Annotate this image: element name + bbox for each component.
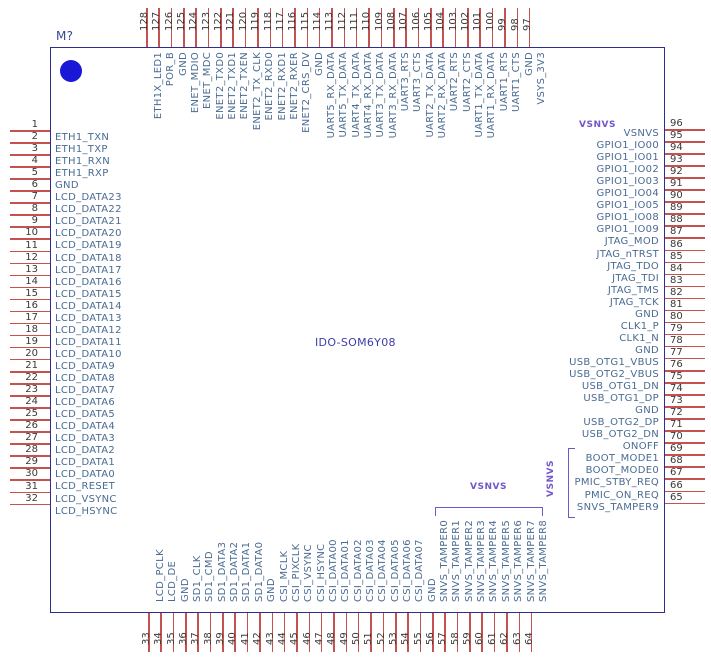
pin-number: 95 — [670, 130, 683, 142]
pin-number: 127 — [151, 11, 163, 31]
pin-number: 57 — [437, 632, 449, 645]
pin-number: 92 — [670, 166, 683, 178]
pin-name: CSI_VSYNC — [303, 544, 315, 602]
pin-name: SNVS_TAMPER8 — [537, 519, 549, 602]
pin-name: USB_OTG2_DN — [581, 429, 659, 441]
pin-name: PMIC_ON_REQ — [584, 489, 659, 501]
pin-number: 81 — [670, 298, 683, 310]
pin-number: 9 — [31, 215, 38, 227]
pin-name: ENET2_CRS_DV — [301, 52, 313, 133]
pin-name: SNVS_TAMPER7 — [525, 519, 537, 602]
pin-name: ENET2_TXD0 — [214, 52, 226, 120]
pin-name: SNVS_TAMPER6 — [513, 519, 525, 602]
pin-name: GND — [635, 308, 659, 320]
pin-number: 66 — [670, 479, 683, 491]
pin-name: ENET_MDC — [202, 52, 214, 109]
pin-number: 14 — [25, 275, 38, 287]
pin-number: 118 — [262, 11, 274, 31]
pin-name: CSI_HSYNC — [315, 543, 327, 602]
pin-name: JTAG_TDO — [607, 260, 659, 272]
pin-name: UART1_TX_DATA — [474, 52, 486, 138]
pin-name: LCD_DATA19 — [55, 240, 122, 252]
pin-name: LCD_DATA21 — [55, 216, 122, 228]
pin-number: 96 — [670, 118, 683, 129]
pin-name: CSI_DATA06 — [402, 539, 413, 602]
pin-name: UART3_TX_DATA — [375, 52, 387, 138]
pin-number: 119 — [250, 11, 262, 31]
pin-name: USB_OTG1_DN — [581, 381, 659, 393]
component-designator[interactable]: M? — [56, 29, 74, 43]
pin-name: LCD_DATA22 — [55, 204, 122, 216]
pin-name: UART3_RX_DATA — [387, 52, 399, 139]
pin-name: CLK1_N — [619, 332, 659, 344]
pin-name: LCD_DATA8 — [55, 373, 116, 384]
pin-number: 1 — [31, 119, 38, 130]
pin-name: ENET2_RXD1 — [276, 52, 288, 121]
pin-name: UART2_CTS — [461, 52, 473, 112]
pin-number: 55 — [412, 632, 424, 645]
pin-name: GPIO1_IO05 — [596, 200, 659, 212]
pin-number: 117 — [274, 11, 286, 31]
pin-number: 26 — [25, 420, 38, 432]
pin-number: 4 — [31, 155, 38, 167]
pin-name: LCD_DATA9 — [55, 360, 116, 372]
pin-number: 39 — [215, 632, 227, 645]
pin-number: 48 — [326, 632, 338, 645]
pin-number: 56 — [425, 632, 437, 645]
pin-number: 28 — [25, 444, 38, 456]
pin-name: CLK1_P — [620, 320, 659, 332]
pin-name: LCD_DATA12 — [55, 324, 122, 336]
pin-number: 44 — [276, 632, 288, 645]
pin-number: 27 — [25, 432, 38, 444]
pin-name: BOOT_MODE0 — [585, 465, 659, 477]
pin-name: LCD_DATA18 — [55, 252, 122, 264]
pin-number: 68 — [670, 455, 683, 467]
pin-number: 61 — [486, 632, 498, 645]
pin-name: LCD_DATA17 — [55, 264, 122, 276]
pin-name: JTAG_TMS — [607, 284, 659, 296]
pin-name: SNVS_TAMPER3 — [476, 519, 488, 602]
pin-number: 97 — [521, 18, 533, 31]
pin-name: CSI_PIXCLK — [290, 543, 302, 602]
pin-name: LCD_DATA15 — [55, 288, 122, 300]
pin-number: 104 — [435, 11, 447, 31]
pin-number: 100 — [484, 11, 496, 31]
pin-number: 52 — [375, 632, 387, 645]
pin-name: CSI_DATA05 — [389, 539, 401, 602]
pin-number: 128 — [139, 11, 150, 31]
pin-number: 49 — [338, 632, 350, 645]
pin-name: GPIO1_IO02 — [596, 164, 659, 176]
pin-number: 124 — [188, 11, 200, 31]
pin-name: ONOFF — [622, 441, 659, 453]
pin-name: LCD_DATA7 — [55, 385, 116, 397]
pin-name: SNVS_TAMPER4 — [488, 519, 500, 602]
pin-number: 114 — [311, 11, 323, 31]
pin-number: 8 — [31, 203, 38, 215]
pin-number: 17 — [25, 311, 38, 323]
pin-name: SD1_CMD — [204, 551, 216, 602]
net-bracket-right[interactable] — [568, 448, 575, 518]
pin-name: CSI_DATA00 — [327, 539, 339, 602]
pin-name: CSI_DATA02 — [352, 539, 364, 602]
pin-number: 105 — [423, 11, 435, 31]
pin-name: UART4_RX_DATA — [362, 52, 374, 139]
pin-number: 22 — [25, 372, 38, 384]
pin-number: 122 — [213, 11, 225, 31]
pin-name: SNVS_TAMPER2 — [463, 519, 475, 602]
pin-number: 101 — [472, 11, 484, 31]
pin-number: 58 — [449, 632, 461, 645]
pin-number: 85 — [670, 250, 683, 262]
pin-name: LCD_DATA4 — [55, 421, 116, 433]
pin-number: 21 — [25, 360, 38, 371]
pin-name: LCD_DATA3 — [55, 433, 116, 445]
pin-number: 36 — [178, 632, 190, 645]
pin-number: 78 — [670, 334, 683, 346]
component-value[interactable]: IDO-SOM6Y08 — [315, 336, 396, 349]
pin-name: LCD_RESET — [55, 481, 115, 493]
pin-name: CSI_DATA04 — [377, 539, 389, 602]
pin-number: 46 — [301, 632, 313, 645]
pin-name: SNVS_TAMPER9 — [576, 501, 659, 513]
pin-number: 30 — [25, 468, 38, 480]
pin-number: 110 — [361, 11, 373, 31]
pin-name: ETH1_RXN — [55, 156, 110, 168]
pin-name: LCD_PCLK — [155, 549, 166, 602]
pin-number: 54 — [400, 632, 412, 645]
pin-name: USB_OTG1_DP — [583, 393, 659, 405]
pin-number: 98 — [509, 18, 521, 31]
pin-number: 20 — [25, 347, 38, 359]
pin-number: 76 — [670, 359, 683, 370]
pin-name: CSI_DATA03 — [364, 539, 376, 602]
pin-number: 111 — [348, 11, 360, 31]
pin-number: 43 — [264, 632, 276, 645]
pin-name: USB_OTG2_DP — [583, 417, 659, 429]
pin-number: 53 — [388, 632, 399, 645]
pin-number: 103 — [447, 11, 459, 31]
pin-number: 115 — [299, 11, 311, 31]
pin-name: GND — [523, 52, 535, 76]
pin-name: ETH1_TXN — [55, 132, 110, 143]
pin-number: 65 — [670, 491, 683, 503]
pin-number: 121 — [225, 11, 237, 31]
pin-name: GND — [635, 344, 659, 356]
pin-number: 50 — [350, 632, 362, 645]
pin-name: LCD_DATA13 — [55, 312, 122, 324]
pin-name: GND — [313, 52, 325, 76]
pin-number: 63 — [511, 632, 523, 645]
pin-number: 112 — [336, 11, 348, 31]
pin-name: ETH1X_LED1 — [153, 52, 164, 120]
pin-name: GND — [179, 578, 191, 602]
pin-name: LCD_DATA23 — [55, 192, 122, 204]
pin-name: UART1_RTS — [498, 52, 510, 112]
pin-number: 126 — [163, 11, 175, 31]
pin-number: 77 — [670, 346, 683, 358]
pin-number: 62 — [499, 632, 511, 645]
pin-name: LCD_DATA0 — [55, 469, 116, 481]
pin-name: ETH1_RXP — [55, 168, 109, 180]
pin-name: GND — [266, 578, 278, 602]
pin-number: 37 — [190, 632, 202, 645]
pin-number: 15 — [25, 287, 38, 299]
pin-number: 6 — [31, 179, 38, 191]
pin-name: SD1_CLK — [192, 555, 204, 602]
pin-number: 79 — [670, 322, 683, 334]
pin-name: CSI_DATA07 — [414, 539, 426, 602]
pin-number: 47 — [313, 632, 325, 645]
pin-number: 38 — [202, 632, 214, 645]
pin-number: 3 — [31, 143, 38, 155]
pin-number: 93 — [670, 154, 683, 166]
pin-number: 10 — [25, 227, 38, 239]
pin-number: 35 — [165, 632, 177, 645]
pin-name: UART5_TX_DATA — [338, 52, 350, 138]
pin-number: 113 — [324, 11, 336, 31]
pin-number: 51 — [363, 632, 375, 645]
pin-name: SNVS_TAMPER1 — [451, 519, 463, 602]
pin-name: GND — [426, 578, 438, 602]
pin-number: 11 — [25, 239, 38, 251]
pin-name: VSYS_3V3 — [535, 52, 547, 105]
pin-name: UART2_RX_DATA — [437, 52, 449, 139]
pin-number: 83 — [670, 274, 683, 286]
net-label-vsnvs-bottom-group[interactable]: VSNVS — [470, 482, 507, 492]
pin-number: 91 — [670, 178, 683, 190]
pin-name: USB_OTG1_VBUS — [569, 356, 659, 368]
pin-name: ENET2_TXD1 — [227, 52, 239, 120]
pin-stub[interactable] — [665, 503, 705, 505]
pin-number: 80 — [670, 310, 683, 322]
pin-name: LCD_DATA5 — [55, 409, 116, 421]
pin-number: 12 — [25, 251, 38, 263]
pin-name: ENET2_TXEN — [239, 52, 251, 120]
pin-name: SD1_DATA3 — [216, 541, 228, 602]
pin-name: SNVS_TAMPER5 — [500, 519, 512, 602]
pin-number: 59 — [462, 632, 474, 645]
pin-name: CSI_DATA01 — [340, 539, 352, 602]
pin-number: 18 — [25, 323, 38, 335]
pin-name: UART4_TX_DATA — [350, 52, 362, 138]
pin-number: 70 — [670, 431, 683, 443]
pin-number: 45 — [289, 632, 301, 645]
pin-name: LCD_DATA10 — [55, 348, 122, 360]
pin-name: SD1_DATA1 — [241, 541, 253, 602]
pin-number: 29 — [25, 456, 38, 468]
net-bracket-bottom[interactable] — [435, 507, 543, 516]
pin-stub[interactable] — [10, 504, 50, 506]
pin-name: SD1_DATA0 — [253, 541, 265, 602]
pin-name: LCD_DATA20 — [55, 228, 122, 240]
pin-name: GPIO1_IO03 — [596, 176, 659, 188]
pin-number: 13 — [25, 263, 38, 275]
pin-name: UART5_RX_DATA — [325, 52, 337, 139]
pin1-marker-dot — [60, 60, 82, 82]
pin-name: GND — [177, 52, 189, 76]
pin-number: 94 — [670, 142, 683, 154]
pin-name: LCD_HSYNC — [55, 505, 118, 517]
pin-number: 5 — [31, 167, 38, 179]
pin-name: SNVS_TAMPER0 — [439, 519, 451, 602]
pin-number: 25 — [25, 408, 38, 420]
net-label-vsnvs-pin96[interactable]: VSNVS — [579, 120, 616, 130]
pin-number: 42 — [252, 632, 264, 645]
pin-number: 24 — [25, 396, 38, 408]
pin-number: 41 — [239, 632, 251, 645]
pin-name: USB_OTG2_VBUS — [569, 369, 659, 380]
pin-number: 109 — [373, 11, 385, 31]
pin-name: ENET2_RXD0 — [264, 52, 276, 121]
pin-number: 90 — [670, 190, 683, 202]
pin-number: 116 — [287, 11, 299, 31]
pin-name: UART2_RTS — [449, 52, 461, 112]
pin-number: 87 — [670, 226, 683, 238]
pin-number: 34 — [153, 632, 165, 645]
pin-name: UART1_CTS — [511, 52, 523, 112]
pin-name: ENET_MDIO — [190, 52, 202, 114]
pin-number: 74 — [670, 383, 683, 395]
pin-name: LCD_VSYNC — [55, 493, 117, 505]
pin-name: ETH1_TXP — [55, 144, 108, 156]
pin-number: 40 — [227, 632, 239, 645]
pin-name: JTAG_MOD — [604, 236, 659, 248]
net-label-vsnvs-right-group[interactable]: VSNVS — [546, 460, 556, 497]
pin-name: LCD_DATA16 — [55, 276, 122, 288]
pin-number: 89 — [670, 202, 683, 214]
pin-number: 69 — [670, 443, 683, 455]
pin-name: LCD_DATA14 — [55, 300, 122, 312]
pin-name: POR_B — [165, 52, 177, 87]
pin-number: 75 — [670, 371, 683, 383]
pin-name: JTAG_nTRST — [596, 248, 659, 260]
pin-name: CSI_MCLK — [278, 550, 290, 602]
pin-number: 107 — [398, 11, 410, 31]
pin-name: PMIC_STBY_REQ — [574, 477, 659, 489]
pin-name: GPIO1_IO09 — [596, 224, 659, 236]
pin-name: VSNVS — [623, 128, 659, 139]
pin-number: 102 — [460, 11, 472, 31]
pin-number: 32 — [25, 492, 38, 504]
pin-name: ENET2_TX_CLK — [251, 52, 263, 131]
pin-number: 71 — [670, 419, 683, 431]
pin-name: JTAG_TCK — [609, 296, 659, 308]
pin-number: 88 — [670, 214, 683, 226]
pin-name: GPIO1_IO00 — [596, 140, 659, 152]
pin-name: LCD_DATA2 — [55, 445, 116, 457]
pin-number: 31 — [25, 480, 38, 492]
pin-number: 99 — [497, 18, 509, 31]
pin-number: 67 — [670, 467, 683, 479]
pin-name: GND — [55, 180, 79, 192]
pin-number: 108 — [386, 11, 397, 31]
pin-number: 120 — [237, 11, 249, 31]
pin-number: 33 — [141, 632, 152, 645]
pin-name: LCD_DATA11 — [55, 336, 122, 348]
pin-number: 86 — [670, 238, 683, 250]
pin-name: UART1_RX_DATA — [486, 52, 498, 139]
pin-name: UART3_CTS — [412, 52, 424, 112]
pin-number: 2 — [31, 131, 38, 143]
pin-number: 64 — [523, 632, 535, 645]
pin-number: 125 — [176, 11, 188, 31]
pin-name: GPIO1_IO04 — [596, 188, 659, 200]
pin-name: GPIO1_IO01 — [596, 152, 659, 164]
pin-name: GND — [635, 405, 659, 417]
pin-number: 7 — [31, 191, 38, 203]
pin-number: 82 — [670, 286, 683, 298]
pin-name: UART2_TX_DATA — [424, 52, 436, 138]
pin-number: 72 — [670, 407, 683, 419]
pin-number: 84 — [670, 262, 683, 274]
pin-number: 106 — [410, 11, 422, 31]
pin-name: GPIO1_IO08 — [596, 212, 659, 224]
pin-name: LCD_DATA6 — [55, 397, 116, 409]
pin-number: 16 — [25, 299, 38, 311]
pin-name: UART3_RTS — [400, 52, 411, 112]
pin-number: 73 — [670, 395, 683, 407]
pin-name: JTAG_TDI — [612, 272, 659, 284]
pin-name: LCD_DE — [167, 560, 179, 602]
pin-number: 23 — [25, 384, 38, 396]
pin-name: SD1_DATA2 — [229, 541, 241, 602]
pin-name: BOOT_MODE1 — [585, 453, 659, 465]
pin-number: 123 — [200, 11, 212, 31]
pin-number: 60 — [474, 632, 486, 645]
pin-name: ENET2_RXER — [288, 52, 300, 120]
pin-number: 19 — [25, 335, 38, 347]
pin-name: LCD_DATA1 — [55, 457, 116, 469]
